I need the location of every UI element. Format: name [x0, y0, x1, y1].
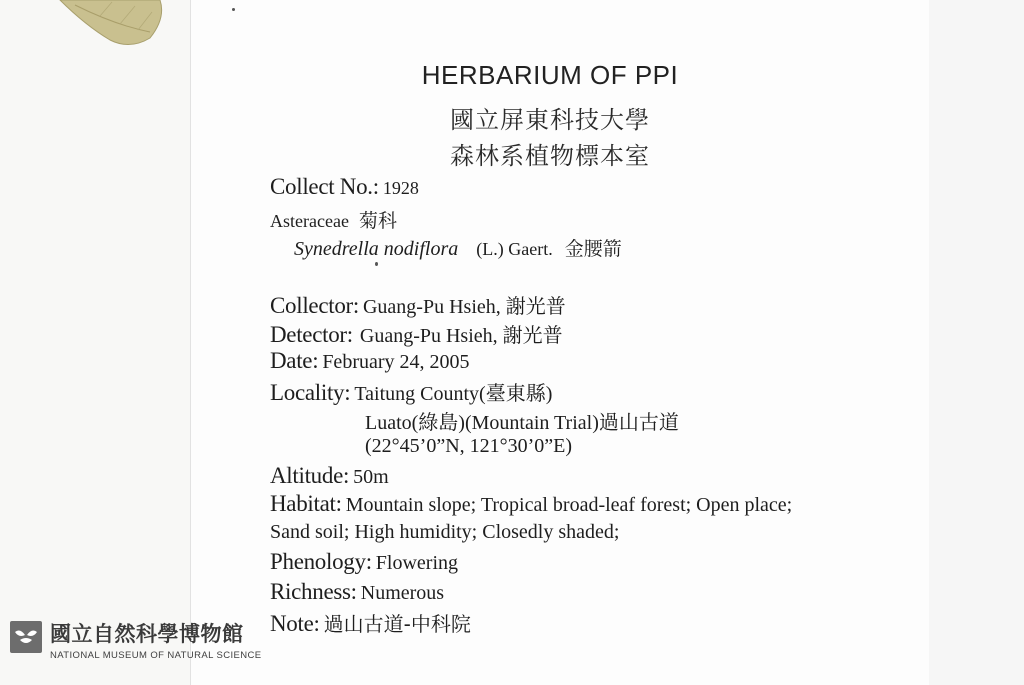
museum-name-en: NATIONAL MUSEUM OF NATURAL SCIENCE [50, 650, 262, 661]
locality-row [270, 377, 552, 406]
richness-row [270, 579, 444, 605]
collect-no-label: Collect No.: [270, 174, 379, 199]
museum-watermark [10, 618, 262, 661]
debris-speck [232, 8, 235, 11]
habitat-line-1: Mountain slope; Tropical broad-leaf forest; Open place; [345, 494, 793, 516]
locality-line-2-row [365, 406, 679, 435]
altitude-value: 50m [353, 466, 389, 488]
habitat-row [270, 491, 792, 517]
debris-speck [375, 262, 378, 266]
species-authority: (L.) Gaert. [476, 239, 553, 259]
collect-no-row [270, 174, 419, 200]
species-row [294, 234, 622, 261]
locality-line-3-row [365, 435, 572, 458]
richness-label: Richness: [270, 579, 357, 604]
herbarium-sheet-left [0, 0, 190, 685]
altitude-row [270, 463, 389, 489]
note-value: 過山古道-中科院 [323, 612, 471, 636]
species-name: Synedrella nodiflora [294, 238, 459, 260]
family-name-zh: 菊科 [358, 210, 397, 232]
museum-name-zh: 國立自然科學博物館 [50, 622, 244, 646]
family-name: Asteraceae [270, 211, 349, 231]
habitat-line-2-row [270, 521, 619, 544]
date-label: Date: [270, 348, 319, 373]
note-row [270, 608, 471, 637]
richness-value: Numerous [360, 582, 445, 604]
species-name-zh: 金腰箭 [564, 238, 622, 260]
locality-coordinates: (22°45’0”N, 121°30’0”E) [365, 435, 573, 457]
habitat-label: Habitat: [270, 491, 342, 516]
note-label: Note: [270, 611, 320, 636]
collector-row [270, 290, 566, 319]
date-value: February 24, 2005 [322, 351, 470, 373]
altitude-label: Altitude: [270, 463, 350, 488]
leaf-fragment-icon [0, 0, 175, 60]
department-name-zh: 森林系植物標本室 [450, 142, 650, 170]
collector-value: Guang-Pu Hsieh, 謝光普 [362, 296, 566, 318]
phenology-value: Flowering [375, 552, 458, 574]
collector-label: Collector: [270, 293, 359, 318]
habitat-line-2: Sand soil; High humidity; Closedly shaded; [270, 521, 620, 543]
collect-no-value: 1928 [382, 178, 419, 198]
herbarium-title: HERBARIUM OF PPI [421, 60, 679, 90]
phenology-row [270, 549, 458, 575]
phenology-label: Phenology: [270, 549, 372, 574]
institution-name-zh: 國立屏東科技大學 [450, 106, 650, 134]
date-row [270, 348, 470, 374]
detector-row [270, 319, 563, 348]
herbarium-sheet-right [929, 0, 1024, 685]
locality-label: Locality: [270, 380, 351, 405]
nmns-logo-icon [10, 621, 42, 653]
family-row [270, 206, 397, 233]
detector-label: Detector: [270, 322, 353, 347]
detector-value: Guang-Pu Hsieh, 謝光普 [359, 325, 563, 347]
locality-line-1: Taitung County(臺東縣) [354, 383, 553, 405]
locality-line-2: Luato(綠島)(Mountain Trial)過山古道 [365, 412, 679, 434]
